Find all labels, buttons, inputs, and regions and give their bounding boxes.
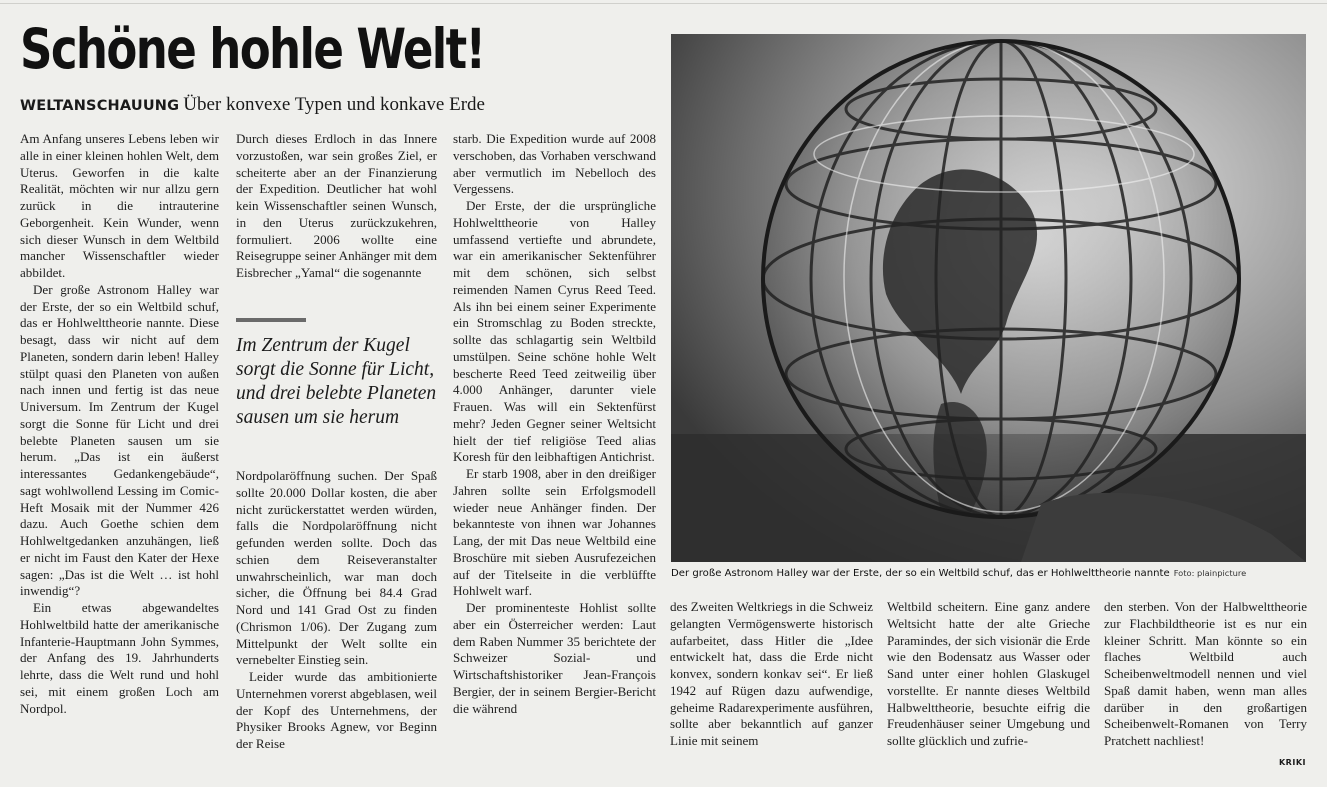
paragraph: Durch dieses Erdloch in das Innere vorzustoßen, war sein großes Ziel, er scheiterte aber an der Finanzierung der Expedition. Deutlicher hat wohl kein Wissenschaftler seinen Wunsch, in den Uterus zurückzukehren, formuliert. 2006 wollte eine Reisegruppe seiner Anhänger mit dem Eisbrecher „Yamal“ die sogenannte bbox=[236, 131, 437, 280]
subtitle: Über konvexe Typen und konkave Erde bbox=[183, 94, 485, 115]
paragraph: Der große Astronom Halley war der Erste, der so ein Weltbild schuf, das er Hohlwelttheorie nannte. Diese besagt, dass wir nicht auf dem Planeten, sondern darin leben! Halley stülpt quasi den Planeten von außen nach innen und fertig ist das neue Universum. Im Zentrum der Kugel sorgt die Sonne für Licht und drei belebte Planeten sausen um sie herum. „Das ist ein äußerst interessantes Gedankengebäude“, sagt wohlwollend Lessing im Comic-Heft Mosaik mit der Nummer 426 dazu. Auch Goethe schien dem Hohlweltgedanken anzuhängen, ließ er nicht im Faust den Kater der Hexe sagen: „Das ist die Welt … ist hohl inwendig“? bbox=[20, 281, 219, 599]
paragraph: Weltbild scheitern. Eine ganz andere Weltsicht hatte der alte Grieche Paramindes, der sich visionär die Erde wie den Bodensatz aus Wasser oder Sand unter einer hohlen Glaskugel vorstellte. Er nannte dieses Weltbild Halbwelttheorie, besuchte eifrig die Freudenhäuser seiner Umgebung und sollte glücklich und zufrie- bbox=[887, 599, 1090, 748]
top-rule bbox=[0, 3, 1327, 4]
headline: Schöne hohle Welt! bbox=[20, 17, 485, 81]
article-column-4 bbox=[670, 599, 873, 750]
subheadline bbox=[20, 94, 485, 117]
photo-credit: Foto: plainpicture bbox=[1173, 568, 1247, 578]
article-column-6 bbox=[1104, 599, 1307, 750]
caption-text: Der große Astronom Halley war der Erste, der so ein Weltbild schuf, das er Hohlwelttheorie nannte bbox=[671, 568, 1170, 579]
paragraph: Der Erste, der die ursprüngliche Hohlwelttheorie von Halley umfassend vertiefte und abrundete, war ein amerikanischer Sektenführer mit dem schönen, sich selbst reimenden Namen Cyrus Reed Teed. Als ihn bei einem seiner Experimente ein Stromschlag zu Boden streckte, sollte das schlagartig sein Weltbild umstülpen. Seine schöne hohle Welt bescherte Reed Teed zeitweilig über 4.000 Anhänger, darunter viele Frauen. Was will ein Sektenfürst mehr? Jeden Gegner seiner Weltsicht hielt der tief religiöse Teed alias Koresh für den leibhaftigen Antichrist. bbox=[453, 198, 656, 465]
article-column-2-bottom bbox=[236, 468, 437, 753]
pull-quote-text: Im Zentrum der Kugel sorgt die Sonne für Licht, und drei belebte Planeten sausen um sie herum bbox=[236, 335, 437, 428]
paragraph: starb. Die Expedition wurde auf 2008 verschoben, das Vorhaben verschwand aber vermutlich im Nebelloch des Vergessens. bbox=[453, 131, 656, 197]
paragraph: des Zweiten Weltkriegs in die Schweiz gelangten Vermögenswerte historisch aufarbeitet, dass Hitler die „Idee entwickelt hat, dass die Erde nicht konvex, sondern konkav sei“. Er ließ 1942 auf Rügen dazu aufwendige, geheime Radarexperimente ausführen, sollte aber bekanntlich auf ganzer Linie mit seinem bbox=[670, 599, 873, 748]
paragraph: Nordpolaröffnung suchen. Der Spaß sollte 20.000 Dollar kosten, die aber nicht zurückerstattet werden würden, falls die Nordpolaröffnung nicht gefunden werden sollte. Doch das schien dem Reiseveranstalter unwahrscheinlich, war man doch sicher, die Öffnung bei 84.4 Grad Nord und 141 Grad Ost zu finden (Chrismon 1/06). Der Zugang zum Mittelpunkt der Welt sollte ein vernebelter Einstieg sein. bbox=[236, 468, 437, 668]
photo-caption bbox=[671, 568, 1311, 579]
kicker: WELTANSCHAUUNG bbox=[20, 98, 180, 114]
paragraph: Der prominenteste Hohlist sollte aber ein Österreicher werden: Laut dem Raben Nummer 35 berichtete der Schweizer Sozial- und Wirtschaftshistoriker Jean-François Bergier, der in seinem Bergier-Bericht die während bbox=[453, 600, 656, 716]
paragraph: den sterben. Von der Halbwelttheorie zur Flachbildtheorie ist es nur ein kleiner Schritt. Man könnte so ein flaches Weltbild auch Scheibenweltmodell nennen und viel Spaß damit haben, wenn man alles darüber in den großartigen Scheibenwelt-Romanen von Terry Pratchett nachliest! bbox=[1104, 599, 1307, 748]
author-signature: KRIKI bbox=[1278, 758, 1306, 767]
article-column-1 bbox=[20, 131, 219, 717]
paragraph: Leider wurde das ambitionierte Unternehmen vorerst abgeblasen, weil der Kopf des Unternehmens, der Physiker Brooks Agnew, vor Beginn der Reise bbox=[236, 669, 437, 751]
paragraph: Am Anfang unseres Lebens leben wir alle in einer kleinen hohlen Welt, dem Uterus. Geworfen in die kalte Realität, möchten wir nur allzu gern zurück in die intrauterine Geborgenheit. Kein Wunder, wenn sich dieser Wunsch in dem Weltbild mancher Wissenschaftler wieder abbildet. bbox=[20, 131, 219, 280]
pull-quote-rule bbox=[236, 318, 306, 322]
paragraph: Ein etwas abgewandeltes Hohlweltbild hatte der amerikanische Infanterie-Hauptmann John Symmes, der Anfang des 19. Jahrhunderts lehrte, dass die Welt rund und hohl sei, mit einem großen Loch am Nordpol. bbox=[20, 600, 219, 716]
paragraph: Er starb 1908, aber in den dreißiger Jahren sollte sein Erfolgsmodell wieder neue Anhänger finden. Der bekannteste von ihnen war Johannes Lang, der mit Das neue Weltbild eine Broschüre mit sieben Ausrufezeichen auf der Titelseite in die verblüffte Hohlwelt warf. bbox=[453, 466, 656, 599]
globe-photo bbox=[671, 34, 1306, 562]
globe-photo-icon bbox=[671, 34, 1306, 562]
article-column-3 bbox=[453, 131, 656, 717]
pull-quote bbox=[236, 318, 441, 430]
article-column-5 bbox=[887, 599, 1090, 750]
article-column-2-top bbox=[236, 131, 437, 282]
